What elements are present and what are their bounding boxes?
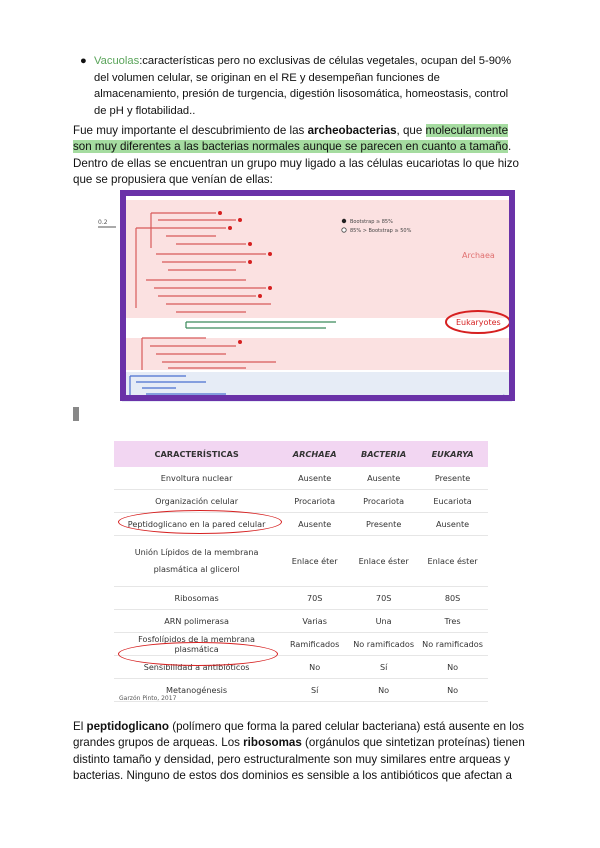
cell-archaea: Ramificados	[279, 633, 350, 656]
cell-bacteria: Presente	[350, 513, 417, 536]
row-label: Organización celular	[114, 490, 279, 513]
header-bacteria: BACTERIA	[350, 441, 417, 467]
table-row	[114, 610, 488, 633]
table-row	[114, 587, 488, 610]
antibiotics-oval	[118, 642, 278, 666]
peptidoglycan-paragraph	[73, 719, 528, 784]
bacteria-group-label: Bacteria	[480, 394, 510, 402]
cell-eukarya: 80S	[417, 587, 488, 610]
archaebacteria-paragraph	[73, 123, 523, 188]
cell-bacteria: 70S	[350, 587, 417, 610]
cell-eukarya: No ramificados	[417, 633, 488, 656]
cell-archaea: Enlace éter	[279, 536, 350, 587]
legend-bootstrap-mid: 85% > Bootstrap ≥ 50%	[350, 228, 412, 234]
cell-archaea: Varias	[279, 610, 350, 633]
row-label: Ribosomas	[114, 587, 279, 610]
legend-bootstrap-high: Bootstrap ≥ 85%	[350, 219, 393, 225]
row-label: ARN polimerasa	[114, 610, 279, 633]
cell-eukarya: Ausente	[417, 513, 488, 536]
para2-b1: peptidoglicano	[86, 720, 169, 733]
peptidoglycan-oval	[118, 510, 282, 534]
para1-post: . Dentro de ellas se encuentran un grupo muy ligado a las células eucariotas lo que hizo que se propusiera que venían de ellas:	[73, 140, 519, 186]
row-label: Peptidoglicano en la pared celular	[114, 513, 279, 536]
vacuolas-bullet	[80, 53, 514, 119]
vacuolas-text: :características pero no exclusivas de células vegetales, ocupan del 5-90% del volumen celular, se originan en el RE y desempeñan funciones de almacenamiento, presión de turgencia, digestión lisosomática, homeostasis, control de pH y flotabilidad..	[94, 55, 512, 117]
table-caption: Garzón Pinto, 2017	[119, 695, 177, 702]
cell-eukarya: No	[417, 656, 488, 679]
para1-pre: Fue muy importante el descubrimiento de las	[73, 124, 308, 137]
eukaryotes-group-label: Eukaryotes	[456, 318, 501, 327]
cell-archaea: Ausente	[279, 513, 350, 536]
cell-archaea: Procariota	[279, 490, 350, 513]
cell-bacteria: No ramificados	[350, 633, 417, 656]
para1-highlight: molecularmente son muy diferentes a las bacterias normales aunque se parecen en cuanto a tamaño	[73, 124, 509, 154]
cell-archaea: Sí	[279, 679, 350, 702]
cell-bacteria: No	[350, 679, 417, 702]
row-label: Unión Lípidos de la membrana plasmática al glicerol	[114, 536, 279, 587]
para2-b2: ribosomas	[243, 736, 302, 750]
cell-eukarya: Eucariota	[417, 490, 488, 513]
row-label: Fosfolípidos de la membrana plasmática	[114, 633, 279, 656]
row-label: Envoltura nuclear	[114, 467, 279, 490]
cell-bacteria: Una	[350, 610, 417, 633]
cell-archaea: Ausente	[279, 467, 350, 490]
cell-archaea: No	[279, 656, 350, 679]
vacuolas-term: Vacuolas	[94, 55, 140, 67]
row-label: Metanogénesis	[114, 679, 279, 702]
cell-eukarya: Tres	[417, 610, 488, 633]
table-row	[114, 536, 488, 587]
cell-eukarya: Presente	[417, 467, 488, 490]
cell-eukarya: Enlace éster	[417, 536, 488, 587]
header-characteristics: CARACTERÍSTICAS	[114, 441, 279, 467]
cell-bacteria: Sí	[350, 656, 417, 679]
table-row	[114, 467, 488, 490]
para1-mid: , que	[396, 124, 426, 137]
row-label: Sensibilidad a antibióticos	[114, 656, 279, 679]
figure-marker	[73, 407, 79, 421]
header-archaea: ARCHAEA	[279, 441, 350, 467]
para2-t3: (orgánulos que sintetizan proteínas) tienen distinto tamaño y densidad, pero estructuralmente son muy similares entre arqueas y bacterias. Ninguno de estos dos dominios es sensible a los antibióticos que afectan a	[73, 736, 525, 782]
para2-t2: (polímero que forma la pared celular bacteriana) está ausente en los grandes grupos de arqueas. Los	[73, 720, 525, 750]
tree-scale-label: 0.2	[98, 219, 108, 226]
cell-bacteria: Ausente	[350, 467, 417, 490]
cell-bacteria: Procariota	[350, 490, 417, 513]
table-header-row	[114, 441, 488, 467]
header-eukarya: EUKARYA	[417, 441, 488, 467]
para1-bold: archeobacterias	[307, 124, 397, 137]
tree-highlight-frame	[120, 190, 515, 401]
para2-t1: El	[73, 720, 87, 733]
archaea-group-label: Archaea	[462, 251, 495, 260]
cell-eukarya: No	[417, 679, 488, 702]
cell-archaea: 70S	[279, 587, 350, 610]
bullet-dot-icon: ●	[80, 55, 87, 67]
table-row	[114, 490, 488, 513]
cell-bacteria: Enlace éster	[350, 536, 417, 587]
